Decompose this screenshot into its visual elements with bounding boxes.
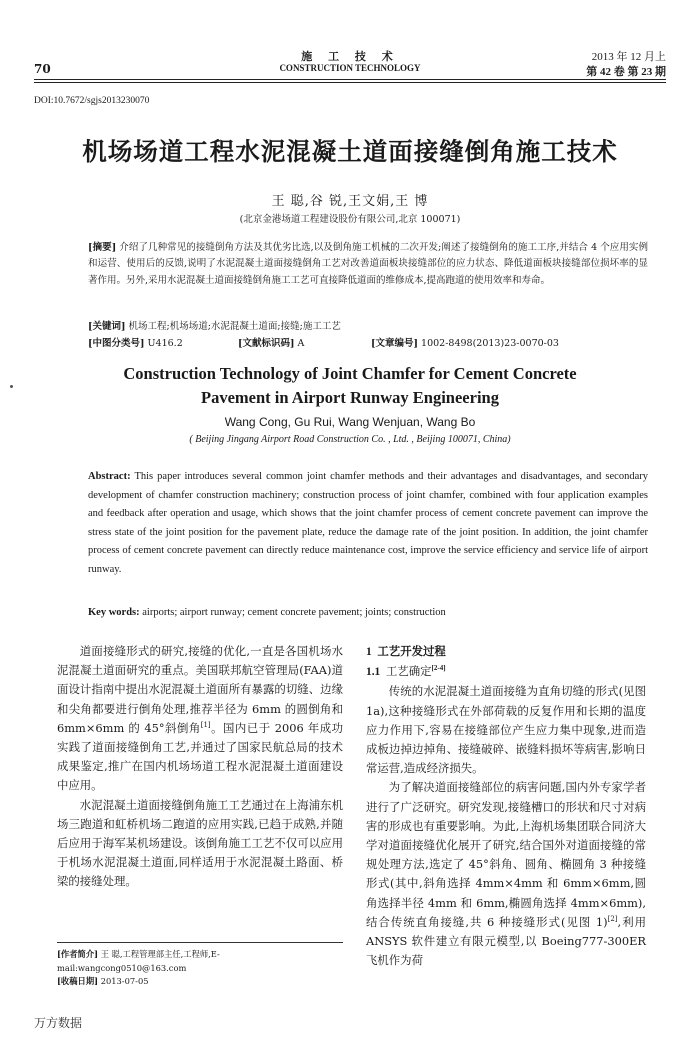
paragraph-text: 为了解决道面接缝部位的病害问题,国内外专家学者进行了广泛研究。研究发现,接缝槽口的形状和尺寸对病害的形成也有重要影响。为此,上海机场集团联合同济大学对道面接缝优化展开了研究,结合国外对道面接缝的常规处理方法,选定了 45°斜角、圆角、椭圆角 3 种接缝形式(其中,斜角选择 4mm×4mm 和 6mm×6mm,圆角选择半径 4mm 和 6mm,椭圆角选择 4mm×6mm),结合传统直角接缝,共 6 种接缝形式(见图 1) [366,780,646,929]
affiliation-en: ( Beijing Jingang Airport Road Construction Co. , Ltd. , Beijing 100071, China) [189,434,511,445]
section-title: 工艺开发过程 [377,644,446,658]
authors-cn: 王 聪,谷 锐,王文娟,王 博 [271,194,429,209]
footnote-received [57,975,343,989]
body-paragraph [57,642,343,796]
paragraph-text: 道面接缝形式的研究,接缝的优化,一直是各国机场水泥混凝土道面研究的重点。美国联邦航空管理局(FAA)道面设计指南中提出水泥混凝土道面所有暴露的切缝、边缘和尖角都要进行倒角处理,推荐半径为 6mm 的圆倒角和 6mm×6mm 的 45°斜倒角 [57,644,343,735]
keywords-en-label: Key words: [88,607,140,618]
header-rule-thick [34,79,666,80]
abstract-en-text: This paper introduces several common joint chamfer methods and their advantages and disadvantages, and secondary development of chamfer construction machinery; construction process of joint chamfer, combined with four application examples and feedback after operation and usage, which shows that the joint chamfer process of cement concrete pavement can improve the stress state of the joint position for the pavement plate, reduce the damage rate of the joint position. In addition, the joint chamfer process of cement concrete pavement can directly reduce maintenance cost, improve the service efficiency and service life of airport runway. [88,471,648,575]
section-heading-1-1 [366,662,646,682]
clc-value: U416.2 [147,338,183,349]
abstract-cn [88,240,648,289]
footnote-received-label: [收稿日期] [57,976,99,986]
keywords-cn-text: 机场工程;机场场道;水泥混凝土道面;接缝;施工工艺 [128,321,341,332]
paragraph-text: ,利用 ANSYS 软件建立有限元模型,以 Boeing777-300ER 飞机作为荷 [366,914,646,968]
abstract-cn-label: [摘要] [88,242,117,253]
paragraph-text: 。国内已于 2006 年成功实践了道面接缝倒角工艺,并通过了国家民航总局的技术成果鉴定,推广在国内机场场道工程水泥混凝土道面建设中应用。 [57,720,343,793]
authors-en: Wang Cong, Gu Rui, Wang Wenjuan, Wang Bo [224,415,476,429]
footnote [57,948,343,989]
citation: [2] [607,914,618,923]
journal-name-en: CONSTRUCTION TECHNOLOGY [279,63,421,73]
volume-issue: 第 42 卷 第 23 期 [586,66,666,78]
page-number: 70 [34,62,51,76]
abstract-en [88,468,648,580]
journal-name-cn: 施 工 技 术 [301,50,399,63]
article-no-value: 1002-8498(2013)23-0070-03 [421,338,559,349]
body-paragraph: 水泥混凝土道面接缝倒角施工工艺通过在上海浦东机场三跑道和虹桥机场二跑道的应用实践,已趋于成熟,并随后应用于海军某机场建设。该倒角施工工艺不仅可以应用于机场水泥混凝土道面,同样适用于水泥混凝土路面、桥梁的接缝处理。 [57,797,343,889]
body-right-column [366,642,646,970]
section-number: 1.1 [366,666,381,679]
footnote-rule [57,942,343,943]
footnote-author [57,948,343,975]
body-paragraph: 传统的水泥混凝土道面接缝为直角切缝的形式(见图 1a),这种接缝形式在外部荷载的反复作用和长期的温度应力作用下,容易在接缝部位产生应力集中现象,进而造成板边掉边掉角、接缝破碎、嵌缝料损坏等病害,影响日常运营,造成经济损失。 [366,684,646,776]
footnote-author-label: [作者简介] [57,949,99,959]
footnote-received-text: 2013-07-05 [100,976,149,986]
keywords-cn [88,318,341,332]
section-title: 工艺确定 [385,664,432,679]
body-paragraph [366,778,646,970]
keywords-cn-label: [关键词] [88,321,126,332]
clc-label: [中图分类号] [88,338,145,349]
title-en-line2: Pavement in Airport Runway Engineering [201,388,499,407]
issue-date: 2013 年 12 月上 [591,51,666,63]
citation: [2-4] [431,664,446,673]
keywords-en-text: airports; airport runway; cement concrete pavement; joints; construction [142,607,446,618]
abstract-en-label: Abstract: [88,471,131,482]
title-en-line1: Construction Technology of Joint Chamfer for Cement Concrete [123,364,577,383]
watermark: 万方数据 [34,1016,83,1030]
doc-code-value: A [297,338,305,349]
citation: [1] [200,720,211,729]
title-cn: 机场场道工程水泥混凝土道面接缝倒角施工技术 [82,137,618,166]
affiliation-cn: (北京金港场道工程建设股份有限公司,北京 100071) [239,214,461,225]
section-heading-1 [366,642,646,662]
doc-code-label: [文献标识码] [238,338,295,349]
title-en [0,362,700,410]
abstract-cn-text: 介绍了几种常见的接缝倒角方法及其优劣比选,以及倒角施工机械的二次开发;阐述了接缝倒角的施工工序,并结合 4 个应用实例和运营、使用后的反馈,说明了水泥混凝土道面接缝倒角工艺对改善道面板块接缝部位的应力状态、降低道面板块接缝部位损坏率的显著作用。另外,采用水泥混凝土道面接缝倒角施工工艺可直接降低道面的维修成本,提高跑道的使用效率和寿命。 [88,242,648,286]
header-rule-thin [34,82,666,83]
keywords-en [88,607,648,618]
footnote-author-text: 王 聪,工程管理部主任,工程师,E-mail:wangcong0510@163.com [57,949,220,973]
section-number: 1 [366,646,372,658]
body-left-column [57,642,343,892]
doi: DOI:10.7672/sgjs2013230070 [34,96,150,106]
article-no-label: [文章编号] [371,338,418,349]
